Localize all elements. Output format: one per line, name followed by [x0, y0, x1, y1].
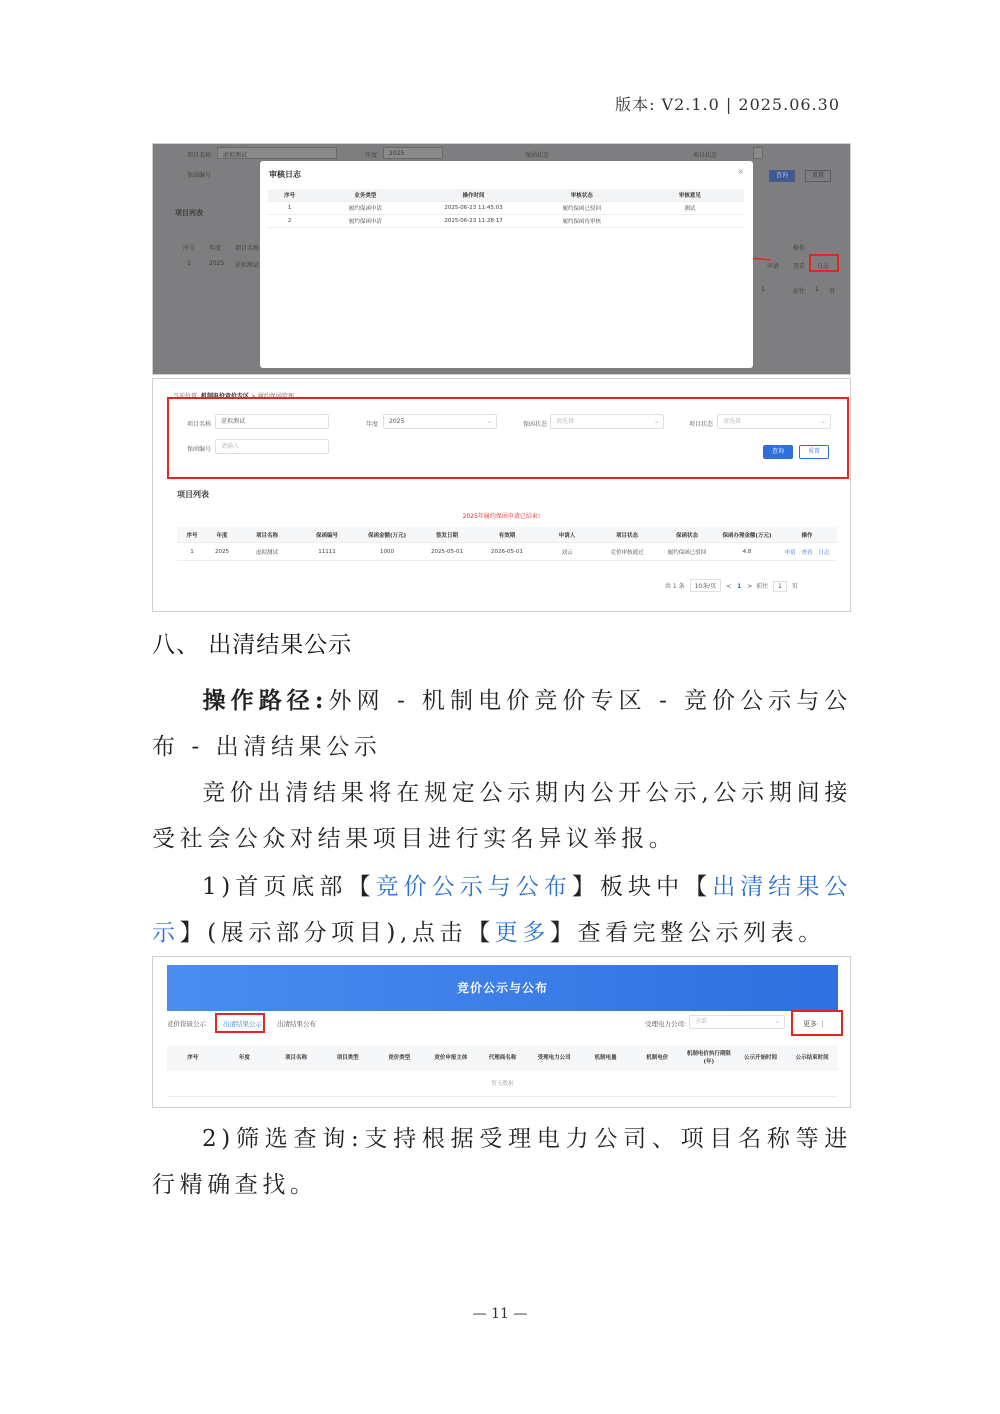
bg-input	[753, 147, 763, 159]
highlight-tab	[215, 1013, 265, 1033]
year-select[interactable]: 2025 ⌄	[383, 414, 497, 429]
tab-qualification[interactable]: 竞价资质公示	[167, 1020, 206, 1028]
close-icon[interactable]: ×	[737, 167, 744, 176]
path-label: 操作路径:	[202, 687, 328, 714]
goto-page-input[interactable]: 1	[773, 581, 787, 592]
more-button[interactable]: 更多 ⋮	[803, 1020, 827, 1028]
audit-log-modal	[260, 161, 753, 368]
bg-col: 序号	[183, 245, 196, 252]
guarantee-no-label: 保函编号	[187, 446, 212, 453]
screenshot-guarantee-list	[152, 378, 851, 612]
chevron-down-icon: ⌄	[653, 418, 659, 425]
desc-paragraph: 竞价出清结果将在规定公示期内公开公示,公示期间接受社会公众对结果项目进行实名异议举报。	[152, 780, 852, 852]
notice-text: 2025年履约保函申请已结束!	[462, 513, 541, 520]
bg-query-button: 查询	[769, 170, 795, 182]
empty-state: 暂无数据	[167, 1071, 838, 1097]
chevron-down-icon: ⌄	[486, 418, 492, 425]
chevron-down-icon: ⌄	[820, 418, 826, 425]
reset-button[interactable]: 重置	[799, 445, 829, 459]
project-table	[177, 527, 837, 561]
bg-pager: 1	[815, 286, 819, 293]
chevron-down-icon: ⌄	[774, 1018, 780, 1025]
current-page[interactable]: 1	[737, 583, 742, 590]
path-text: 外网 - 机制电价竞价专区 - 竞价公示与公布 - 出清结果公示	[152, 688, 852, 760]
bg-label: 保函状态	[525, 152, 550, 159]
bg-col: 项目名称	[235, 245, 260, 252]
version-label: 版本: V2.1.0 | 2025.06.30	[615, 95, 840, 114]
log-link[interactable]: 日志	[818, 549, 830, 556]
tab-clearing-publicity[interactable]: 出清结果公示	[223, 1020, 262, 1028]
bg-cell: 2025	[209, 260, 225, 267]
project-status-label: 项目状态	[689, 421, 714, 428]
bg-action: 申请	[767, 263, 780, 270]
bg-cell: 1	[187, 260, 191, 267]
bg-action: 查看	[793, 263, 806, 270]
table-row: 1 履约保函申请 2025-06-23 11:45:03 履约保函已驳回 测试	[268, 202, 744, 215]
pagination: 共 1 条 10条/页 < 1 > 前往 1 页	[665, 579, 798, 592]
bg-label: 保函编号	[187, 172, 212, 179]
table-header: 序号 年度 项目名称 保函编号 保函金额(万元) 签发日期 有效期 申请人 项目状态 保函状态 保函办理金额(万元) 操作	[177, 527, 837, 543]
bg-pager: 前往	[793, 288, 806, 295]
bg-input: 2025	[383, 147, 443, 159]
bg-pager: 1	[761, 286, 765, 293]
bg-pager: 页	[829, 288, 836, 295]
highlight-more	[791, 1010, 843, 1036]
company-label: 受理电力公司:	[645, 1020, 687, 1028]
page-size-select[interactable]: 10条/页	[690, 579, 722, 592]
bg-list-title: 项目列表	[175, 209, 203, 217]
table-row: 1 2025 虚拟测试 11111 1000 2025-05-01 2026-05-01 刘云 竞价审核通过 履约保函已驳回 4.8 申请 查看 日志	[177, 543, 837, 561]
tab-clearing-announcement[interactable]: 出清结果公布	[277, 1020, 316, 1028]
query-button[interactable]: 查询	[763, 445, 793, 459]
highlight-filter-area	[167, 397, 849, 479]
publicity-table	[167, 1045, 838, 1097]
step1-paragraph: 1)首页底部【竞价公示与公布】板块中【出清结果公示】(展示部分项目),点击【更多】查看完整公示列表。	[152, 874, 853, 946]
list-title: 项目列表	[177, 490, 209, 499]
screenshot-bid-publicity	[152, 956, 851, 1108]
bg-reset-button: 重置	[805, 170, 831, 182]
guarantee-status-label: 保函状态	[523, 421, 548, 428]
guarantee-status-select[interactable]: 请选择 ⌄	[550, 414, 664, 429]
page-number: — 11 —	[472, 1306, 528, 1322]
row-actions	[777, 548, 837, 556]
modal-title: 审核日志	[269, 170, 301, 179]
name-label: 项目名称	[187, 421, 212, 428]
table-header: 序号 年度 项目名称 项目类型 竞价类型 竞价申报主体 代理商名称 受理电力公司 机制电量 机制电价 机制电价执行期限(年) 公示开始时间 公示结束时间	[167, 1045, 838, 1071]
audit-log-table	[268, 189, 744, 228]
step2-paragraph: 2)筛选查询:支持根据受理电力公司、项目名称等进行精确查找。	[152, 1126, 852, 1198]
bg-label: 项目状态	[693, 152, 718, 159]
year-label: 年度	[366, 421, 379, 428]
bg-col: 操作	[793, 245, 806, 252]
screenshot-audit-log	[152, 143, 851, 375]
bg-input: 虚拟测试	[217, 147, 337, 159]
table-header: 序号 业务类型 操作时间 审核状态 审核意见	[268, 189, 744, 202]
project-name-input[interactable]: 虚拟测试	[215, 414, 329, 429]
highlight-log-button	[809, 254, 839, 272]
bg-label: 年度	[365, 152, 378, 159]
project-status-select[interactable]: 请选择 ⌄	[717, 414, 831, 429]
bg-cell: 虚拟测试	[235, 262, 260, 269]
path-paragraph	[152, 678, 852, 770]
prev-page-icon[interactable]: <	[726, 583, 732, 590]
bg-action: 日志	[817, 263, 830, 270]
next-page-icon[interactable]: >	[747, 583, 753, 590]
bg-col: 年度	[209, 245, 222, 252]
bg-label: 项目名称	[187, 152, 212, 159]
view-link[interactable]: 查看	[801, 549, 813, 556]
guarantee-no-input[interactable]: 请输入	[215, 439, 329, 454]
table-row: 2 履约保函申请 2025-06-23 11:28:17 履约保函待审核	[268, 215, 744, 228]
breadcrumb: 当前位置: 机制电价竞价专区 > 履约保函管理	[173, 393, 294, 400]
apply-link[interactable]: 申请	[784, 549, 796, 556]
banner-title: 竞价公示与公布	[167, 965, 838, 1011]
section-title: 八、 出清结果公示	[152, 632, 353, 658]
company-select[interactable]: 全部 ⌄	[689, 1015, 785, 1029]
